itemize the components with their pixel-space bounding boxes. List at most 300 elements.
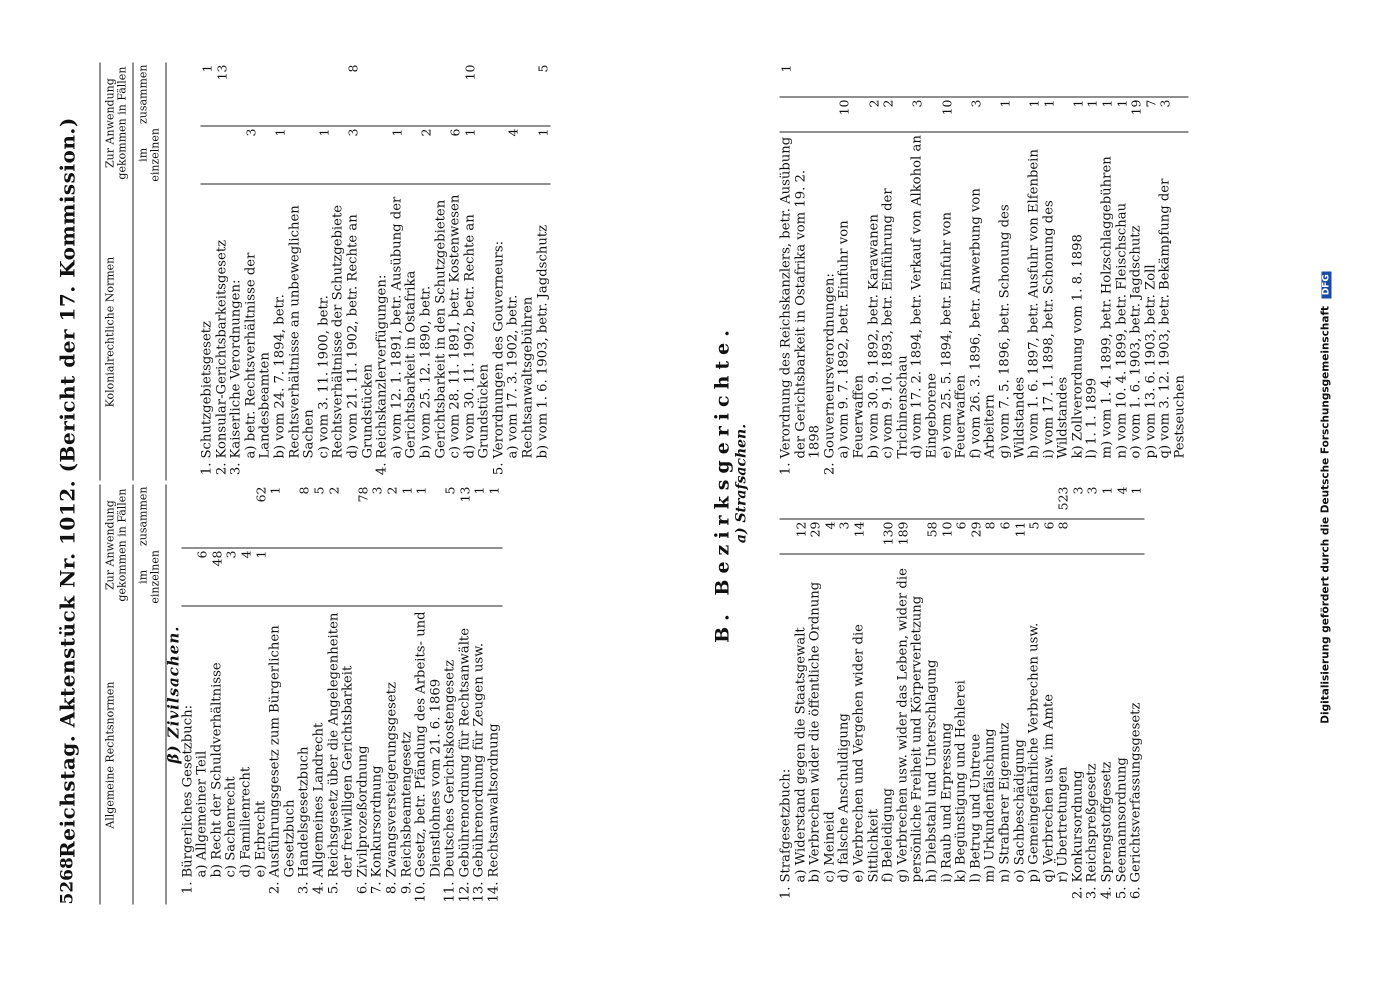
table-row	[273, 63, 317, 481]
row-label: b) vom 1. 6. 1903, betr. Jagdschutz	[535, 224, 551, 459]
row-number	[911, 461, 940, 481]
row-number	[809, 885, 824, 905]
row-count-individual	[181, 548, 196, 606]
row-label: Seemannsordnung	[1114, 757, 1130, 883]
table-row	[458, 485, 473, 905]
row-label: Reichsbeamtengesetz	[399, 731, 414, 878]
row-count-total	[984, 485, 999, 520]
row-label: c) vom 3. 11. 1900, betr. Rechtsverhältnisse der Schutzgebiete	[316, 204, 346, 459]
row-number: 5.	[491, 462, 507, 476]
row-label: Gebührenordnung für Rechtsanwälte	[457, 627, 473, 878]
table-row	[376, 63, 391, 481]
table-row	[385, 485, 400, 905]
row-count-total	[823, 485, 838, 520]
table-row	[210, 485, 225, 905]
row-label: a) Allgemeiner Teil	[194, 750, 210, 878]
column-subheader-total: zusammen	[133, 485, 166, 549]
row-number	[210, 880, 225, 905]
row-count-individual: 11	[1013, 519, 1028, 554]
table-row	[536, 63, 551, 481]
row-number: 1.	[778, 886, 794, 900]
row-count-total: 1	[1130, 485, 1145, 520]
row-count-individual	[400, 548, 415, 606]
row-count-total	[998, 485, 1013, 520]
table-row	[1115, 485, 1130, 905]
row-count-total: 1	[1101, 485, 1116, 520]
row-count-total	[852, 485, 881, 520]
row-count-individual	[298, 548, 313, 606]
row-count-total	[507, 63, 536, 127]
row-number	[1028, 885, 1043, 905]
row-label: g) vom 7. 5. 1896, betr. Schonung des Wildstandes	[997, 204, 1027, 459]
table-row	[911, 63, 940, 481]
document-page	[0, 1, 1383, 1001]
row-count-total: 8	[346, 63, 375, 127]
row-number	[536, 461, 551, 481]
row-count-individual: 7	[1144, 97, 1159, 132]
table-row	[838, 63, 867, 481]
table-row	[1130, 485, 1145, 905]
civil-right-rows	[201, 63, 551, 481]
criminal-right-rows	[780, 63, 1189, 481]
row-count-individual: 130	[882, 519, 897, 554]
row-count-total	[969, 63, 998, 98]
row-count-individual	[312, 548, 327, 606]
section-heading-strafsachen: a) Strafsachen.	[733, 423, 750, 544]
row-label: g) Verbrechen usw. wider das Leben, wider die persönliche Freiheit und Körperverletzung	[895, 568, 925, 883]
row-label: e) vom 25. 5. 1894, betr. Einfuhr von Feuerwaffen	[939, 212, 969, 459]
row-label: c) Sachenrecht	[223, 776, 239, 878]
table-row	[1028, 63, 1043, 481]
row-count-total: 1	[201, 63, 216, 127]
page-header	[52, 71, 86, 905]
row-count-total	[823, 63, 838, 98]
table-row	[1101, 63, 1116, 481]
table-row	[463, 63, 492, 481]
row-count-total: 10	[463, 63, 492, 127]
criminal-left-rows	[780, 485, 1145, 905]
table-row	[882, 485, 897, 905]
row-count-total: 62	[254, 485, 269, 549]
row-count-individual: 10	[940, 519, 955, 554]
row-count-total: 13	[215, 63, 230, 127]
row-label: n) Strafbarer Eigennutz	[997, 722, 1013, 883]
row-count-total: 3	[1071, 485, 1086, 520]
row-count-individual	[1130, 519, 1145, 554]
row-number	[852, 885, 881, 905]
row-number	[317, 461, 346, 481]
row-count-individual: 1	[317, 126, 346, 184]
column-header-colonial-norms: Kolonialrechtliche Normen	[100, 184, 133, 481]
row-count-individual: 6	[449, 126, 464, 184]
criminal-colonial-norms-table	[780, 63, 1189, 481]
row-number: 8.	[384, 881, 400, 895]
row-label: r) Übertretungen	[1055, 766, 1071, 883]
row-count-individual: 6	[998, 519, 1013, 554]
row-number	[346, 461, 375, 481]
row-number	[838, 461, 867, 481]
row-number	[1042, 885, 1057, 905]
table-row	[346, 63, 375, 481]
row-count-individual: 3	[244, 126, 273, 184]
row-count-total	[1086, 63, 1101, 98]
row-number: 9.	[399, 881, 414, 895]
table-row	[969, 485, 984, 905]
table-row	[225, 485, 240, 905]
section-heading-civil: β) Zivilsachen.	[164, 625, 183, 764]
table-row	[955, 485, 970, 905]
row-label: a) vom 12. 1. 1891, betr. Ausübung der Gerichtsbarkeit in Ostafrika	[389, 196, 419, 459]
row-count-individual: 1	[536, 126, 551, 184]
row-number: 4.	[374, 462, 390, 476]
row-label: Zivilprozeßordnung	[355, 745, 371, 878]
column-header-count-right: Zur Anwendung gekommen in Fällen	[100, 63, 133, 184]
row-number	[507, 461, 536, 481]
table-row	[1071, 485, 1086, 905]
civil-left-rows	[181, 485, 502, 905]
row-number: 10.	[413, 881, 429, 903]
row-count-individual: 1	[1042, 97, 1071, 132]
row-label: n) vom 10. 4. 1899, betr. Fleischschau	[1114, 202, 1130, 459]
row-label: e) Verbrechen und Vergehen wider die Sittlichkeit	[851, 624, 882, 883]
row-label: c) vom 28. 11. 1891, betr. Kostenwesen	[447, 194, 463, 459]
row-number	[273, 461, 317, 481]
row-number	[838, 885, 853, 905]
civil-general-norms-table	[100, 485, 503, 905]
row-count-individual	[201, 126, 216, 184]
row-label: Bürgerliches Gesetzbuch:	[180, 704, 196, 878]
page-title: Reichstag. Aktenstück Nr. 1012. (Bericht der 17. Kommission.)	[55, 117, 80, 858]
row-number	[998, 885, 1013, 905]
row-count-total: 1	[473, 485, 488, 549]
row-count-total	[225, 485, 240, 549]
row-count-individual: 1	[1028, 97, 1043, 132]
row-count-individual: 58	[925, 519, 940, 554]
row-label: m) vom 1. 4. 1899, betr. Holzschlaggebühren	[1099, 156, 1115, 459]
table-row	[390, 63, 419, 481]
row-count-individual: 48	[210, 548, 225, 606]
row-label: Verordnungen des Gouverneurs:	[491, 240, 507, 459]
row-count-total	[780, 485, 795, 520]
row-number	[1042, 461, 1071, 481]
row-count-individual: 10	[838, 97, 867, 132]
digitization-credit: Digitalisierung gefördert durch die Deutsche Forschungsgemeinschaft DFG	[1320, 3, 1332, 993]
table-row	[201, 63, 216, 481]
table-row	[415, 485, 444, 905]
row-label: h) Diebstahl und Unterschlagung	[924, 659, 940, 883]
row-number	[896, 885, 925, 905]
row-label: Strafgesetzbuch:	[778, 768, 794, 883]
table-row	[419, 63, 448, 481]
table-row	[317, 63, 346, 481]
row-count-individual	[371, 548, 386, 606]
row-count-individual: 2	[419, 126, 448, 184]
row-number: 13.	[471, 881, 487, 903]
row-label: b) vom 25. 12. 1890, betr. Gerichtsbarkeit in den Schutzgebieten	[418, 199, 448, 459]
row-number: 3.	[1084, 886, 1100, 900]
row-number: 6.	[355, 881, 371, 895]
row-number	[867, 461, 882, 481]
row-count-individual	[1071, 519, 1086, 554]
row-count-total	[838, 485, 853, 520]
row-count-individual	[215, 126, 230, 184]
row-label: Kaiserliche Verordnungen:	[228, 279, 244, 459]
row-number	[998, 461, 1027, 481]
table-row	[327, 485, 356, 905]
row-label: m) Urkundenfälschung	[982, 728, 998, 883]
row-number: 6.	[1128, 886, 1144, 900]
row-number	[239, 880, 254, 905]
table-row	[823, 63, 838, 481]
row-count-individual: 1	[1071, 97, 1086, 132]
column-subheader-total-right: zusammen	[133, 63, 166, 127]
row-count-individual: 8	[984, 519, 999, 554]
row-count-individual	[269, 548, 298, 606]
table-row	[809, 485, 824, 905]
table-row	[449, 63, 464, 481]
row-count-individual: 1	[1101, 97, 1116, 132]
row-count-individual	[823, 97, 838, 132]
row-label: Gesetz, betr. Pfändung des Arbeits- und Dienstlohnes vom 21. 6. 1869	[413, 611, 444, 878]
table-row	[1115, 63, 1130, 481]
row-label: q) Verbrechen usw. im Amte	[1041, 693, 1057, 883]
row-number	[390, 461, 419, 481]
row-label: l) Betrug und Untreue	[968, 733, 984, 883]
row-label: a) vom 17. 3. 1902, betr. Rechtsanwaltsgebühren	[505, 294, 536, 459]
table-row	[896, 485, 925, 905]
table-row	[1028, 485, 1043, 905]
row-count-total: 13	[458, 485, 473, 549]
row-label: q) vom 3. 12. 1903, betr. Bekämpfung der Pestseuchen	[1157, 178, 1188, 459]
row-count-individual	[376, 126, 391, 184]
column-subheader-individual-right: im einzelnen	[133, 126, 166, 184]
table-row	[780, 485, 795, 905]
row-count-individual	[473, 548, 488, 606]
row-count-total	[1028, 485, 1043, 520]
row-count-total	[1115, 63, 1130, 98]
row-count-total: 523	[1057, 485, 1072, 520]
table-row	[312, 485, 327, 905]
table-row	[780, 63, 824, 481]
table-row	[1071, 63, 1086, 481]
row-count-individual	[356, 548, 371, 606]
row-count-total: 1	[780, 63, 824, 98]
row-label: Gerichtsverfassungsgesetz	[1128, 702, 1144, 883]
row-number	[969, 885, 984, 905]
table-row	[984, 485, 999, 905]
row-number: 11.	[442, 881, 458, 903]
table-row	[1144, 63, 1159, 481]
row-count-individual: 1	[390, 126, 419, 184]
row-number: 1.	[778, 462, 794, 476]
table-row	[492, 63, 507, 481]
row-count-total	[390, 63, 419, 127]
row-number: 1.	[180, 881, 196, 895]
row-count-total	[969, 485, 984, 520]
row-count-total	[925, 485, 940, 520]
table-row	[196, 485, 211, 905]
row-label: c) vom 9. 10. 1893, betr. Einführung der Trichinenschau	[880, 188, 911, 459]
row-count-individual	[780, 519, 795, 554]
row-number: 3.	[296, 881, 312, 895]
row-label: Konkursordnung	[369, 765, 385, 878]
row-number	[1159, 461, 1188, 481]
row-count-total: 78	[356, 485, 371, 549]
row-count-total	[317, 63, 346, 127]
column-subheader-individual: im einzelnen	[133, 548, 166, 606]
page-number: 5268	[57, 857, 78, 905]
row-count-individual	[444, 548, 459, 606]
row-number	[925, 885, 940, 905]
row-count-total	[376, 63, 391, 127]
row-count-total	[1028, 63, 1043, 98]
row-label: Reichsgesetz über die Angelegenheiten der freiwilligen Gerichtsbarkeit	[326, 612, 356, 878]
row-count-total: 1	[415, 485, 444, 549]
row-count-individual: 3	[1159, 97, 1188, 132]
row-number	[419, 461, 448, 481]
row-count-individual	[1086, 519, 1101, 554]
row-number: 2.	[822, 462, 838, 476]
row-count-total	[882, 63, 911, 98]
table-row	[838, 485, 853, 905]
row-number: 4.	[311, 881, 327, 895]
row-count-total: 2	[327, 485, 356, 549]
row-label: e) Erbrecht	[253, 800, 269, 878]
row-number	[254, 880, 269, 905]
row-label: Schutzgebietsgesetz	[199, 321, 215, 459]
row-count-total	[230, 63, 245, 127]
row-number	[1101, 461, 1116, 481]
row-count-individual	[488, 548, 503, 606]
row-label: o) vom 1. 6. 1903, betr. Jagdschutz	[1128, 225, 1144, 459]
row-count-individual: 4	[239, 548, 254, 606]
row-count-total: 3	[371, 485, 386, 549]
row-count-individual: 189	[896, 519, 925, 554]
row-count-total: 1	[400, 485, 415, 549]
row-label: a) betr. Rechtsverhältnisse der Landesbeamten	[243, 252, 273, 459]
table-row	[239, 485, 254, 905]
row-label: Konsular-Gerichtsbarkeitsgesetz	[214, 239, 230, 459]
row-number: 3.	[228, 462, 244, 476]
row-number	[940, 461, 969, 481]
row-number	[823, 885, 838, 905]
row-label: i) Raub und Erpressung	[939, 722, 955, 883]
row-number	[1115, 461, 1130, 481]
row-count-total	[1130, 63, 1145, 98]
row-count-individual: 1	[998, 97, 1027, 132]
row-count-individual: 1	[254, 548, 269, 606]
table-row	[1086, 63, 1101, 481]
row-number: 1.	[199, 462, 215, 476]
row-count-individual: 3	[838, 519, 853, 554]
table-row	[882, 63, 911, 481]
row-count-individual	[327, 548, 356, 606]
row-count-total: 1	[269, 485, 298, 549]
row-count-total: 5	[312, 485, 327, 549]
row-label: Allgemeines Landrecht	[311, 722, 327, 878]
row-count-individual: 6	[955, 519, 970, 554]
row-label: p) vom 13. 6. 1903, betr. Zoll	[1143, 264, 1159, 459]
table-row	[998, 63, 1027, 481]
row-label: Deutsches Gerichtskostengesetz	[442, 659, 458, 878]
table-row	[269, 485, 298, 905]
row-label: c) Meineid	[822, 811, 838, 883]
row-number	[1130, 461, 1145, 481]
row-label: Gouverneursverordnungen:	[822, 273, 838, 459]
row-number	[969, 461, 998, 481]
table-row	[1013, 485, 1028, 905]
table-row	[1042, 63, 1071, 481]
row-count-total: 5	[536, 63, 551, 127]
row-count-individual: 4	[507, 126, 536, 184]
row-count-individual	[780, 97, 824, 132]
row-count-individual	[415, 548, 444, 606]
row-count-individual: 8	[1057, 519, 1072, 554]
criminal-general-norms-table	[780, 485, 1145, 905]
row-count-individual: 6	[196, 548, 211, 606]
row-count-total	[809, 485, 824, 520]
row-count-total	[210, 485, 225, 549]
row-count-total	[492, 63, 507, 127]
row-count-individual: 3	[969, 97, 998, 132]
row-number: 12.	[457, 881, 473, 903]
row-count-total	[955, 485, 970, 520]
row-number	[1144, 461, 1159, 481]
row-label: a) Widerstand gegen die Staatsgewalt	[793, 627, 809, 883]
row-number	[463, 461, 492, 481]
row-number: 2.	[267, 881, 283, 895]
row-label: Konkursordnung	[1070, 770, 1086, 883]
row-number	[940, 885, 955, 905]
row-number	[244, 461, 273, 481]
row-label: k) Zollverordnung vom 1. 8. 1898	[1070, 234, 1086, 459]
table-row	[1086, 485, 1101, 905]
table-row	[244, 63, 273, 481]
row-number: 4.	[1099, 886, 1115, 900]
row-label: d) vom 21. 11. 1902, betr. Rechte an Grundstücken	[345, 214, 376, 459]
row-label: d) Familienrecht	[238, 766, 254, 878]
row-count-total	[1042, 63, 1071, 98]
row-count-individual: 6	[1042, 519, 1057, 554]
row-number	[1071, 461, 1086, 481]
row-count-total	[1042, 485, 1057, 520]
row-label: h) vom 1. 6. 1897, betr. Ausfuhr von Elfenbein	[1026, 149, 1042, 459]
table-row	[507, 63, 536, 481]
table-row	[794, 485, 809, 905]
table-row	[371, 485, 386, 905]
row-label: Reichskanzlerverfügungen:	[374, 274, 390, 459]
row-label: b) Recht der Schuldverhältnisse	[209, 662, 225, 878]
table-row	[181, 485, 196, 905]
row-number: 2.	[214, 462, 230, 476]
row-count-total	[244, 63, 273, 127]
row-count-total: 8	[298, 485, 313, 549]
table-row	[444, 485, 459, 905]
table-row	[488, 485, 503, 905]
row-count-individual: 29	[969, 519, 984, 554]
row-label: Verordnung des Reichskanzlers, betr. Ausübung der Gerichtsbarkeit in Ostafrika vom 19. 2. 1898	[778, 136, 823, 459]
row-count-total	[911, 63, 940, 98]
row-number	[225, 880, 240, 905]
row-count-individual: 2	[882, 97, 911, 132]
row-number	[955, 885, 970, 905]
row-count-individual	[1115, 519, 1130, 554]
row-count-total	[1101, 63, 1116, 98]
column-header-count: Zur Anwendung gekommen in Fällen	[100, 485, 133, 606]
row-number	[882, 885, 897, 905]
row-count-total: 2	[385, 485, 400, 549]
table-row	[1159, 63, 1188, 481]
